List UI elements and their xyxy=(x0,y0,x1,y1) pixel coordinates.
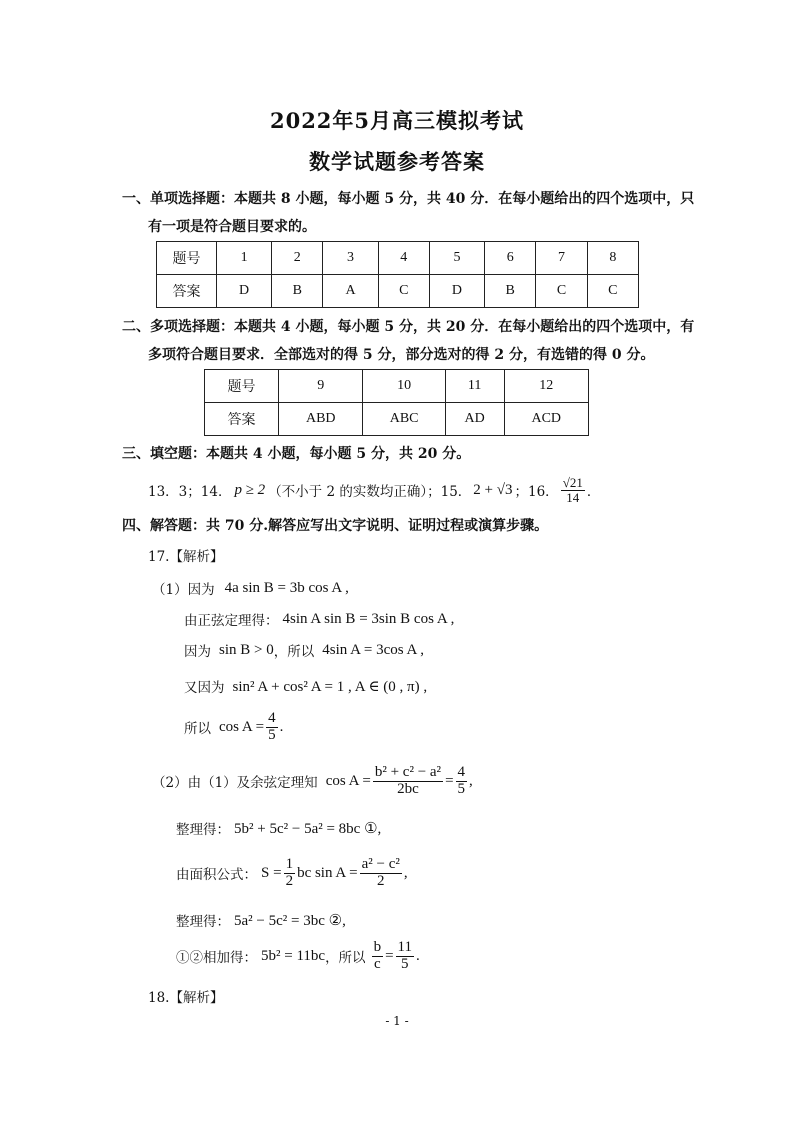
table-cell: B xyxy=(485,275,536,308)
answer-16-end: ． xyxy=(586,484,601,500)
table-row-label: 题号 xyxy=(157,242,217,275)
table-cell: ABC xyxy=(363,403,445,436)
section3-heading: 三、填空题：本题共 4 小题，每小题 5 分，共 20 分。 xyxy=(122,446,471,462)
section2-heading-line2: 多项符合题目要求．全部选对的得 5 分，部分选对的得 2 分，有选错的得 0 分。 xyxy=(148,347,655,363)
table-cell: C xyxy=(536,275,587,308)
table-cell: AD xyxy=(445,403,504,436)
table-cell: C xyxy=(378,275,429,308)
table-cell: 12 xyxy=(504,370,589,403)
section1-heading-line1: 一、单项选择题：本题共 8 小题，每小题 5 分，共 40 分．在每小题给出的四个选项中，只 xyxy=(122,191,695,207)
table-cell: 1 xyxy=(217,242,272,275)
answer-15-expression: 2 + √3 xyxy=(473,481,513,498)
table-cell: 11 xyxy=(445,370,504,403)
answer-16-prefix: ；16． xyxy=(514,484,559,500)
section1-heading-line2: 有一项是符合题目要求的。 xyxy=(148,219,316,235)
part2-line4: 整理得： 5a² − 5c² = 3bc ②, xyxy=(176,912,346,930)
table-cell: 7 xyxy=(536,242,587,275)
table-row-label: 答案 xyxy=(205,403,279,436)
part2-line3: 由面积公式： S = $\frac{1}{2}$ bc sin A = $\frac{\text{a² − c²}}{2}$ , xyxy=(176,855,408,889)
section4-heading: 四、解答题：共 70 分.解答应写出文字说明、证明过程或演算步骤。 xyxy=(122,518,549,534)
table-cell: 6 xyxy=(485,242,536,275)
question-18-label: 18.【解析】 xyxy=(148,990,224,1006)
part2-line2: 整理得： 5b² + 5c² − 5a² = 8bc ①, xyxy=(176,820,382,838)
section2-answer-table xyxy=(204,369,589,436)
table-cell: 5 xyxy=(429,242,484,275)
table-cell: 2 xyxy=(272,242,323,275)
part1-line1: （1）因为 4a sin B = 3b cos A , xyxy=(152,579,349,598)
page-number: - 1 - xyxy=(385,1014,409,1028)
answer-14-expression: p ≥ 2 xyxy=(234,481,266,498)
table-row-label: 题号 xyxy=(205,370,279,403)
part1-line4: 又因为 sin² A + cos² A = 1 , A ∈ (0 , π) , xyxy=(184,678,428,696)
table-cell: A xyxy=(323,275,378,308)
part1-line5: 所以 cos A = $\frac{4}{5}$ . xyxy=(184,709,284,743)
table-cell: 3 xyxy=(323,242,378,275)
part2-line5: ①②相加得： 5b² = 11bc ，所以 $\frac{b}{c}$ = $\frac{11}{5}$ . xyxy=(176,938,420,972)
answer-13: 13．3；14． xyxy=(148,484,232,500)
table-cell: B xyxy=(272,275,323,308)
part1-line3: 因为 sin B > 0 ，所以 4sin A = 3cos A , xyxy=(184,641,425,660)
table-cell: 8 xyxy=(587,242,638,275)
table-cell: ABD xyxy=(279,403,363,436)
table-cell: ACD xyxy=(504,403,589,436)
question-17-label: 17.【解析】 xyxy=(148,549,224,565)
part2-line1: （2）由（1）及余弦定理知 cos A = $\frac{\text{b² + c² − a²}}{2bc}$ = $\frac{4}{5}$ , xyxy=(152,763,473,797)
section1-answer-table xyxy=(156,241,639,308)
section3-answers xyxy=(148,470,600,510)
table-cell: 4 xyxy=(378,242,429,275)
table-cell: 9 xyxy=(279,370,363,403)
answer-16-fraction: $\frac{√21}{14}$ xyxy=(562,474,583,505)
section2-heading-line1: 二、多项选择题：本题共 4 小题，每小题 5 分，共 20 分．在每小题给出的四个选项中，有 xyxy=(122,319,695,335)
table-cell: D xyxy=(429,275,484,308)
page-subtitle: 数学试题参考答案 xyxy=(309,149,485,174)
answer-14-note: （不小于 2 的实数均正确）；15． xyxy=(268,484,472,500)
page-title: 2022年5月高三模拟考试 xyxy=(269,108,525,133)
part1-line2: 由正弦定理得： 4sin A sin B = 3sin B cos A , xyxy=(184,610,455,629)
table-cell: D xyxy=(217,275,272,308)
table-row-label: 答案 xyxy=(157,275,217,308)
table-cell: C xyxy=(587,275,638,308)
table-cell: 10 xyxy=(363,370,445,403)
